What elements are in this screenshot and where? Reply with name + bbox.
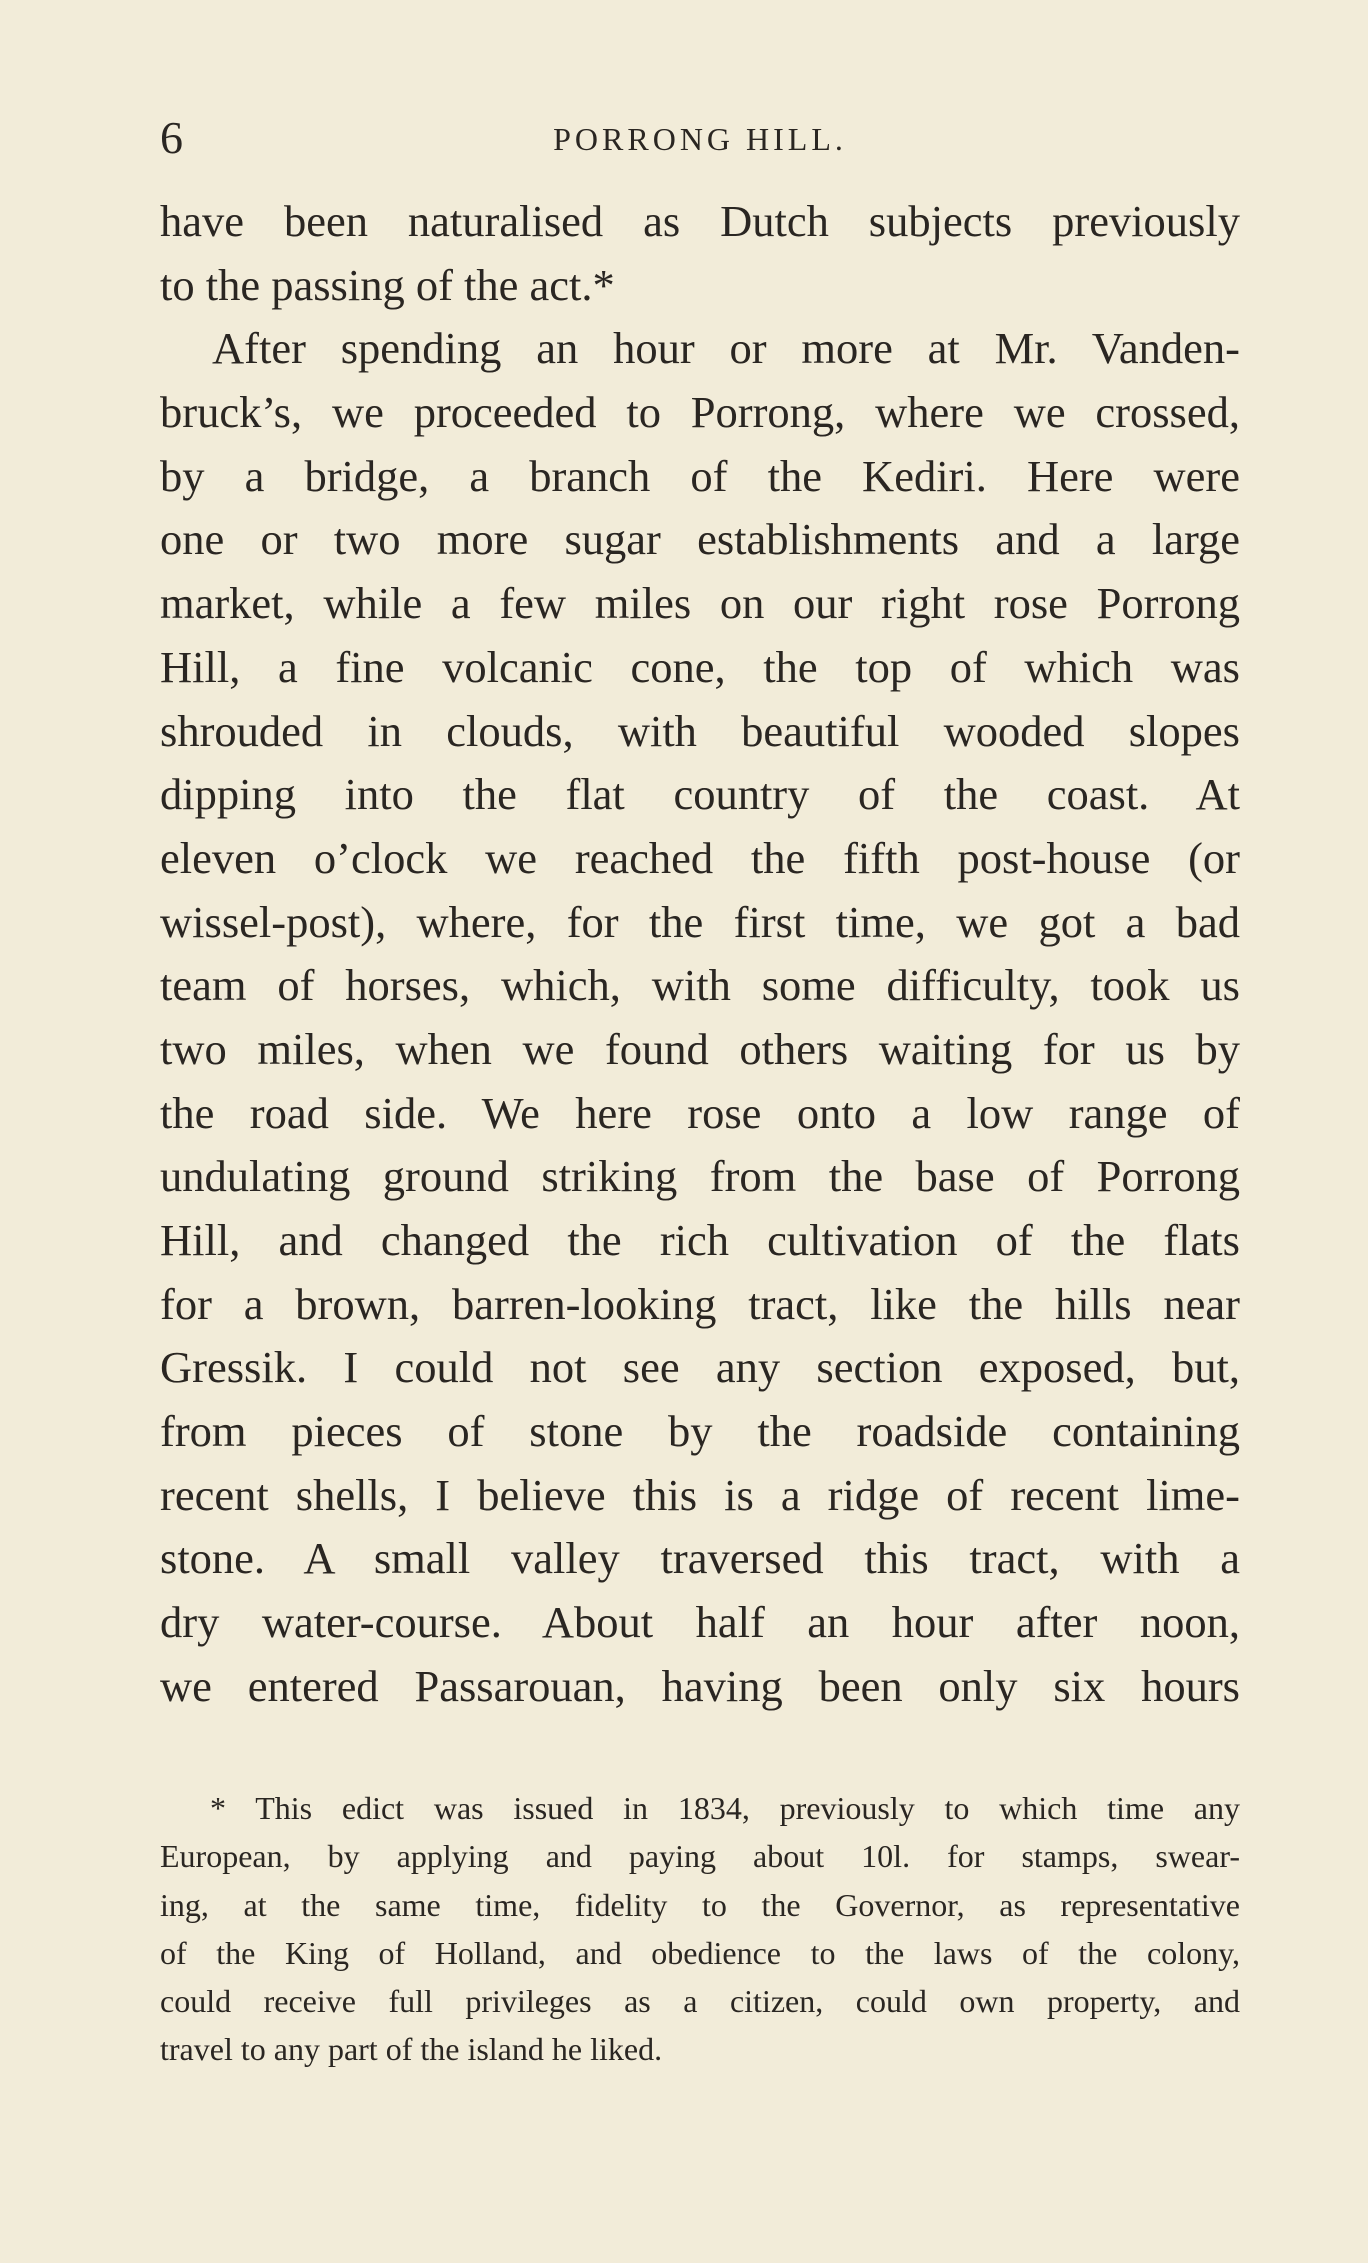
- footnote-line: * This edict was issued in 1834, previously to which time any: [210, 1790, 1240, 1826]
- body-line: bruck’s, we proceeded to Porrong, where we crossed,: [160, 387, 1240, 438]
- body-line: Hill, a fine volcanic cone, the top of which was: [160, 641, 1240, 692]
- footnote-line: travel to any part of the island he liked.: [160, 2031, 663, 2068]
- page-number: 6: [160, 112, 183, 163]
- body-line: undulating ground striking from the base of Porrong: [160, 1151, 1240, 1202]
- body-line: Hill, and changed the rich cultivation of the flats: [160, 1215, 1240, 1265]
- body-line: by a bridge, a branch of the Kediri. Here were: [160, 450, 1240, 501]
- body-line: team of horses, which, with some difficulty, took us: [160, 960, 1240, 1011]
- body-line: we entered Passarouan, having been only six hours: [160, 1660, 1240, 1711]
- body-line: stone. A small valley traversed this tract, with a: [160, 1533, 1240, 1584]
- body-line: dry water-course. About half an hour after noon,: [160, 1597, 1240, 1648]
- footnote: [160, 1784, 1240, 2074]
- body-line: two miles, when we found others waiting for us by: [160, 1023, 1240, 1074]
- body-line: for a brown, barren-looking tract, like the hills near: [160, 1278, 1240, 1329]
- footnote-line: European, by applying and paying about 10l. for stamps, swear-: [160, 1838, 1240, 1875]
- body-line: Gressik. I could not see any section exposed, but,: [160, 1342, 1240, 1393]
- footnote-line: ing, at the same time, fidelity to the Governor, as representative: [160, 1886, 1240, 1923]
- body-line: have been naturalised as Dutch subjects previously: [160, 196, 1240, 246]
- body-line: recent shells, I believe this is a ridge of recent lime-: [160, 1469, 1240, 1520]
- body-line: one or two more sugar establishments and a large: [160, 514, 1240, 565]
- body-text: [160, 190, 1240, 1719]
- body-line: wissel-post), where, for the first time, we got a bad: [160, 896, 1240, 947]
- body-line: shrouded in clouds, with beautiful wooded slopes: [160, 705, 1240, 756]
- body-line: dipping into the flat country of the coast. At: [160, 769, 1240, 820]
- running-head: [160, 108, 1240, 168]
- body-line: from pieces of stone by the roadside containing: [160, 1406, 1240, 1457]
- body-line: market, while a few miles on our right rose Porrong: [160, 578, 1240, 629]
- body-line: to the passing of the act.*: [160, 259, 615, 310]
- footnote-line: could receive full privileges as a citizen, could own property, and: [160, 1983, 1240, 2020]
- body-line: eleven o’clock we reached the fifth post-house (or: [160, 832, 1240, 883]
- footnote-line: of the King of Holland, and obedience to the laws of the colony,: [160, 1934, 1240, 1971]
- running-title: PORRONG HILL.: [553, 121, 847, 157]
- body-line: After spending an hour or more at Mr. Vanden-: [212, 323, 1240, 374]
- body-line: the road side. We here rose onto a low range of: [160, 1087, 1240, 1138]
